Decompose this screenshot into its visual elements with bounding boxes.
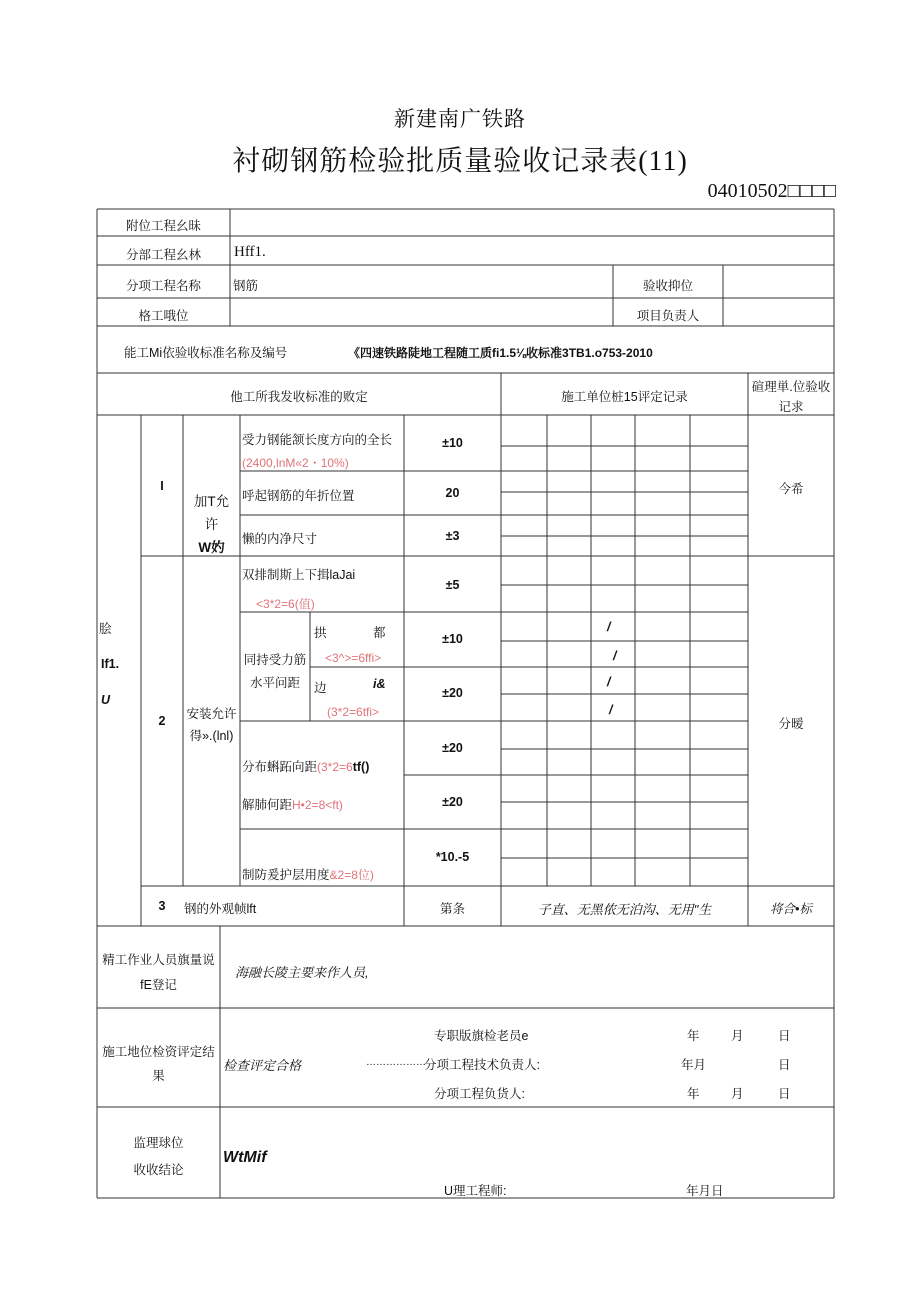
supervision-label-line2: 收收结论 [133, 1163, 184, 1177]
evaluation-label-line1: 施工地位检资评定结 [102, 1045, 215, 1059]
item-3-tolerance: ±3 [445, 529, 460, 543]
standard-label: 能工Mi依验收标准名称及编号 [124, 346, 288, 360]
workers-value: 海融长陵主要来作人员, [235, 965, 369, 980]
group-name-1-line2: 许 [204, 517, 219, 532]
eval-column-header: 施工单位桩15评定记录 [561, 390, 688, 404]
group-name-1-line3: W妁 [198, 540, 225, 555]
inspector-month: 月 [731, 1029, 744, 1043]
acceptance-part-label: 验收抑位 [642, 279, 693, 293]
group-result-2: 分暧 [778, 717, 804, 731]
evaluation-dots: ……………… [366, 1057, 426, 1068]
doc-title: 衬砌钢筋检验批质量验收记录表(11) [232, 146, 688, 177]
workers-label-line1: 精工作业人员旗量说 [102, 953, 215, 967]
evaluation-result: 检查评定合格 [223, 1058, 302, 1073]
supervision-column-header-1: 碹理単.位验收 [751, 380, 831, 394]
doc-code: 04010502□□□□ [707, 180, 836, 202]
supervision-value: WtMif [223, 1149, 267, 1166]
item-2-label: 呼起钢筋的年折位置 [242, 489, 355, 503]
item-1-tolerance: ±10 [442, 436, 463, 450]
eval-mark-slash: / [609, 703, 613, 717]
leader-day: 日 [778, 1087, 791, 1101]
item-3-label: 懒的内净尺寸 [242, 532, 318, 546]
supervision-engineer-label: U理工程师: [444, 1184, 507, 1198]
eval-mark-slash: / [607, 620, 611, 634]
inspector-year: 年 [687, 1029, 700, 1043]
item-5-sub1-note: <3^>=6ffi> [325, 651, 382, 665]
standard-value: 《四速铁路陡地工程随工质fi1.5⅛收标准3TB1.o753-2010 [348, 346, 653, 360]
group-name-1-line1: 加T允 [193, 494, 230, 509]
unit-project-label: 附位工程幺昧 [125, 219, 201, 233]
item-1-note: (2400,lnM«2・10%) [242, 456, 349, 470]
inspector-label: 专职版旗检老员e [434, 1029, 529, 1043]
group-name-2-line1: 安装允许 [186, 707, 237, 721]
category-label-3: U [101, 693, 111, 707]
item-5-sub1-tolerance: ±10 [442, 632, 463, 646]
spec-column-header: 他工所我发收标准的败定 [230, 390, 368, 404]
item-5-label-line2: 水平问距 [249, 676, 300, 690]
item-1-label: 受力钢能颔长度方向的全长 [242, 433, 393, 447]
item-5-sub2-tolerance: ±20 [442, 686, 463, 700]
group-number-1: I [160, 479, 164, 493]
item-2-tolerance: 20 [445, 486, 460, 500]
tech-lead-label: 分项工程技术负责人: [424, 1058, 540, 1072]
group-result-3: 将合•标 [770, 902, 812, 916]
eval-mark-slash: / [607, 675, 611, 689]
item-6-tolerance: ±20 [442, 741, 463, 755]
item-9-tolerance: 第条 [439, 902, 465, 916]
item-5-sub2-note: (3*2=6tfi> [327, 705, 380, 719]
group-result-1: 今希 [778, 482, 804, 496]
division-value: Hff1. [234, 244, 266, 260]
item-5-sub2-label-b: i& [373, 677, 386, 691]
group-number-3: 3 [158, 899, 166, 913]
evaluation-label-line2: 果 [152, 1069, 165, 1083]
item-4-label: 双排制斯上下揖laJai [242, 568, 356, 582]
item-5-sub2-label-a: 边 [314, 681, 327, 695]
workers-label-line2: fE登记 [140, 978, 177, 992]
inspector-day: 日 [778, 1029, 791, 1043]
subitem-label: 分项工程名称 [125, 279, 201, 293]
leader-label: 分项工程负货人: [434, 1087, 525, 1101]
item-7-label: 解肺何距H•2=8<ft) [242, 798, 343, 812]
project-leader-label: 项目负责人 [636, 309, 700, 323]
item-5-label-line1: 同持受力筋 [243, 653, 307, 667]
item-9-label: 钢的外观帧lft [184, 902, 257, 916]
group-number-2: 2 [158, 714, 166, 728]
item-4-note: <3*2=6(值) [256, 597, 315, 611]
subitem-value: 钢筋 [233, 279, 259, 293]
leader-month: 月 [731, 1087, 744, 1101]
item-5-sub1-label-b: 都 [373, 626, 386, 640]
category-label-1: 脍 [99, 622, 112, 636]
construction-unit-label: 格工哦位 [138, 309, 189, 323]
item-9-evaluation: 子直、无黑侬无泊沟、无用"生 [537, 902, 712, 917]
item-4-tolerance: ±5 [445, 578, 460, 592]
supervision-date: 年月日 [686, 1184, 724, 1198]
doc-subtitle: 新建南广铁路 [394, 107, 526, 131]
item-6-label: 分布蝌跖向距(3*2=6tf() [242, 760, 370, 774]
item-5-sub1-label-a: 拱 [314, 626, 327, 640]
division-label: 分部工程幺林 [125, 248, 201, 262]
item-8-tolerance: *10.-5 [435, 850, 470, 864]
tech-lead-year-month: 年月 [681, 1058, 707, 1072]
supervision-label-line1: 监理球位 [133, 1136, 184, 1150]
item-7-tolerance: ±20 [442, 795, 463, 809]
group-name-2-line2: 得».(lnl) [189, 729, 234, 743]
eval-mark-slash: / [613, 649, 617, 663]
supervision-column-header-2: 记求 [778, 400, 804, 414]
item-8-label: 制防爰护层用度&2=8位) [242, 868, 374, 882]
leader-year: 年 [687, 1087, 700, 1101]
category-label-2: If1. [101, 657, 120, 671]
tech-lead-day: 日 [778, 1058, 791, 1072]
